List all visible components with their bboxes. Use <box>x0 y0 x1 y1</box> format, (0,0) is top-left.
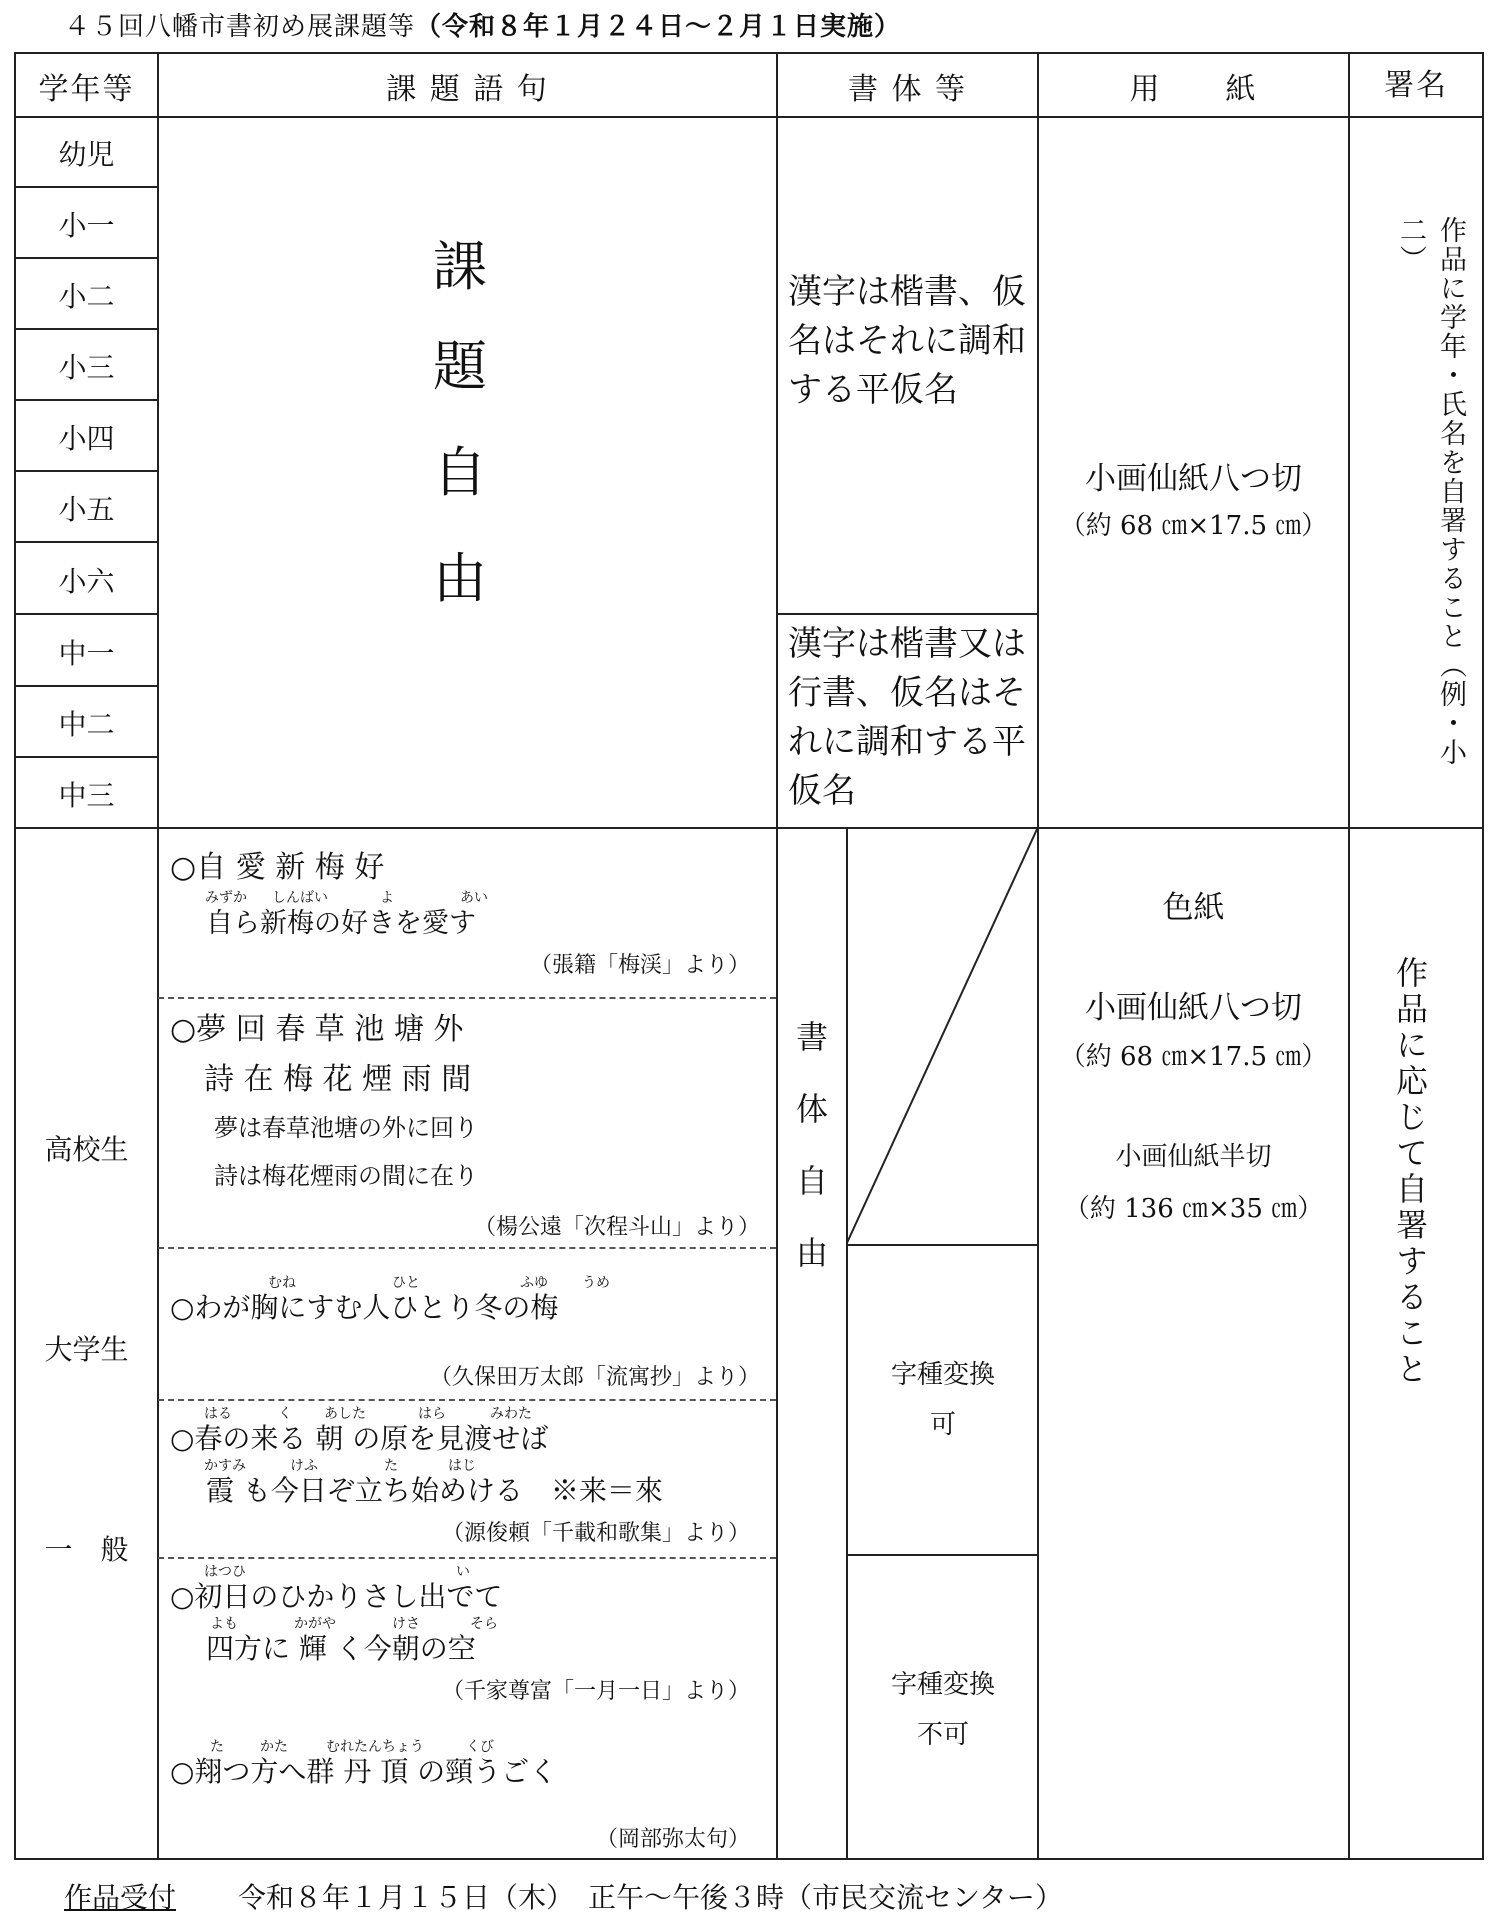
ruby: うめ <box>582 1275 610 1291</box>
grade-label: 中一 <box>58 637 115 670</box>
col-rule-2 <box>776 52 778 1860</box>
conversion-ok-label: 字種変換 <box>890 1360 995 1390</box>
free-topic-char: 課 <box>433 235 487 298</box>
ruby: みわた <box>490 1406 532 1422</box>
grade-label: 小五 <box>58 493 115 526</box>
header-phrase: 課 題 語 句 <box>386 72 549 107</box>
grade-label: 中二 <box>58 708 115 741</box>
grade-label: 中三 <box>58 779 115 812</box>
ruby: い <box>456 1564 470 1580</box>
grade-label: 幼児 <box>58 138 115 171</box>
document-title <box>64 6 901 43</box>
style-note-elementary: 漢字は楷書、仮名はそれに調和する平仮名 <box>788 272 1026 410</box>
row-rule <box>14 685 158 687</box>
style-note-junior: 漢字は楷書又は行書、仮名はそれに調和する平仮名 <box>788 624 1026 811</box>
header-grade: 学年等 <box>38 72 135 107</box>
title-dates: （令和８年１月２４日～２月１日実施） <box>415 12 902 42</box>
row-rule <box>14 186 158 188</box>
row-rule <box>14 541 158 543</box>
diagonal-slash <box>846 827 1038 1245</box>
free-topic-char: 題 <box>433 335 487 398</box>
poem-2-line-1: ○夢 回 春 草 池 塘 外 <box>170 1012 464 1047</box>
poem-5-line-2: 四方に 輝 く今朝の空 <box>206 1632 476 1665</box>
poem-3-line-1: ○わが胸にすむ人ひとり冬の梅 <box>170 1291 559 1324</box>
col-rule-1 <box>157 52 159 1860</box>
footer-label: 作品受付 <box>64 1881 177 1914</box>
ruby: むね <box>268 1275 296 1291</box>
row-rule <box>14 399 158 401</box>
poem-5-source: （千家尊富「一月一日」より） <box>441 1679 750 1704</box>
row-rule <box>14 328 158 330</box>
conversion-ng-label: 字種変換 <box>890 1670 995 1700</box>
ruby: はら <box>418 1406 446 1422</box>
ruby: あした <box>324 1406 366 1422</box>
grade-label: 小四 <box>58 422 115 455</box>
row-rule <box>14 756 158 758</box>
style-upper-char: 自 <box>795 1162 828 1200</box>
ruby: く <box>278 1406 292 1422</box>
row-rule <box>14 613 158 615</box>
ruby: むれたんちょう <box>326 1739 424 1755</box>
ruby: よも <box>210 1616 238 1632</box>
ruby: かがや <box>294 1616 336 1632</box>
paper-shikishi: 色紙 <box>1162 890 1225 926</box>
conversion-rule-2 <box>846 1554 1038 1556</box>
poem-2-line-2: 詩 在 梅 花 煙 雨 間 <box>204 1062 472 1097</box>
ruby: た <box>384 1458 398 1474</box>
header-style: 書 体 等 <box>847 72 968 107</box>
ruby: くび <box>466 1739 494 1755</box>
ruby: あい <box>460 890 488 906</box>
paper-name-upper-1: 小画仙紙八つ切 <box>1085 990 1302 1026</box>
poem-separator <box>158 997 776 999</box>
poem-6-line-1: ○翔つ方へ群 丹 頂 の頸うごく <box>170 1755 558 1788</box>
ruby: はつひ <box>204 1564 246 1580</box>
section-rule <box>14 827 1484 829</box>
poem-4-line-1: ○春の来る 朝 の原を見渡せば <box>170 1422 549 1455</box>
free-topic-char: 由 <box>433 547 487 610</box>
paper-size-upper-1: （約 68 ㎝×17.5 ㎝） <box>1059 1042 1328 1072</box>
conversion-ok-value: 可 <box>929 1410 956 1440</box>
ruby: ひと <box>392 1275 420 1291</box>
ruby: そら <box>470 1616 498 1632</box>
poem-1-line-2: 自ら新梅の好きを愛す <box>206 908 476 939</box>
paper-size-lower: （約 68 ㎝×17.5 ㎝） <box>1059 511 1328 541</box>
poem-4-line-2: 霞 も今日ぞ立ち始めける ※来＝來 <box>206 1474 663 1507</box>
poem-3-source: （久保田万太郎「流寓抄」より） <box>429 1365 760 1390</box>
style-split-rule <box>776 613 1038 615</box>
row-rule <box>14 257 158 259</box>
title-main: ４５回八幡市書初め展課題等 <box>64 12 416 42</box>
grade-label: 小三 <box>58 351 115 384</box>
paper-size-upper-2: （約 136 ㎝×35 ㎝） <box>1063 1194 1324 1224</box>
ruby: かた <box>260 1739 288 1755</box>
ruby: た <box>210 1739 224 1755</box>
grade-label-upper: 高校生 <box>44 1133 129 1166</box>
poem-2-line-3: 夢は春草池塘の外に回り <box>214 1114 478 1142</box>
ruby: けふ <box>290 1458 318 1474</box>
poem-4-source: （源俊頼「千載和歌集」より） <box>441 1521 750 1546</box>
style-upper-char: 体 <box>795 1090 828 1128</box>
poem-separator <box>158 1557 776 1559</box>
style-upper-char: 由 <box>795 1234 828 1272</box>
table-border-top <box>14 52 1484 54</box>
ruby: みずか <box>205 890 247 906</box>
grade-label: 小二 <box>58 280 115 313</box>
ruby: はる <box>204 1406 232 1422</box>
footer <box>64 1876 1063 1916</box>
free-topic-char: 自 <box>433 441 487 504</box>
header-paper: 用 紙 <box>1129 72 1258 107</box>
style-upper-char: 書 <box>795 1018 828 1056</box>
poem-1-source: （張籍「梅渓」より） <box>529 953 750 978</box>
table-border-right <box>1482 52 1484 1860</box>
poem-2-line-4: 詩は梅花煙雨の間に在り <box>214 1162 478 1190</box>
table-border-bottom <box>14 1858 1484 1860</box>
paper-name-upper-2: 小画仙紙半切 <box>1115 1142 1272 1172</box>
poem-6-source: （岡部弥太句） <box>595 1827 750 1852</box>
ruby: よ <box>380 890 394 906</box>
grade-label: 小一 <box>58 209 115 242</box>
poem-1-line-1: ○自 愛 新 梅 好 <box>170 850 385 885</box>
signature-note-lower: 作品に学年・氏名を自署すること（例・小二） <box>1395 216 1466 767</box>
grade-label: 小六 <box>58 565 115 598</box>
poem-2-source: （楊公遠「次程斗山」より） <box>473 1215 760 1240</box>
ruby: しんばい <box>272 890 328 906</box>
ruby: かすみ <box>204 1458 246 1474</box>
footer-text: 令和８年１月１５日（木） 正午～午後３時（市民交流センター） <box>238 1881 1063 1914</box>
ruby: けさ <box>392 1616 420 1632</box>
poem-separator <box>158 1247 776 1249</box>
row-rule <box>14 470 158 472</box>
ruby: はじ <box>448 1458 476 1474</box>
ruby: ふゆ <box>520 1275 548 1291</box>
grade-label-upper: 一 般 <box>44 1533 129 1566</box>
poem-5-line-1: ○初日のひかりさし出でて <box>170 1580 503 1613</box>
header-rule <box>14 116 1484 118</box>
paper-name-lower: 小画仙紙八つ切 <box>1085 461 1302 497</box>
conversion-ng-value: 不可 <box>916 1720 969 1750</box>
col-rule-4 <box>1348 52 1350 1860</box>
table-border-left <box>14 52 16 1860</box>
signature-note-upper: 作品に応じて自署すること <box>1391 956 1429 1388</box>
grade-label-upper: 大学生 <box>44 1333 129 1366</box>
header-signature: 署名 <box>1384 68 1448 103</box>
poem-separator <box>158 1399 776 1401</box>
